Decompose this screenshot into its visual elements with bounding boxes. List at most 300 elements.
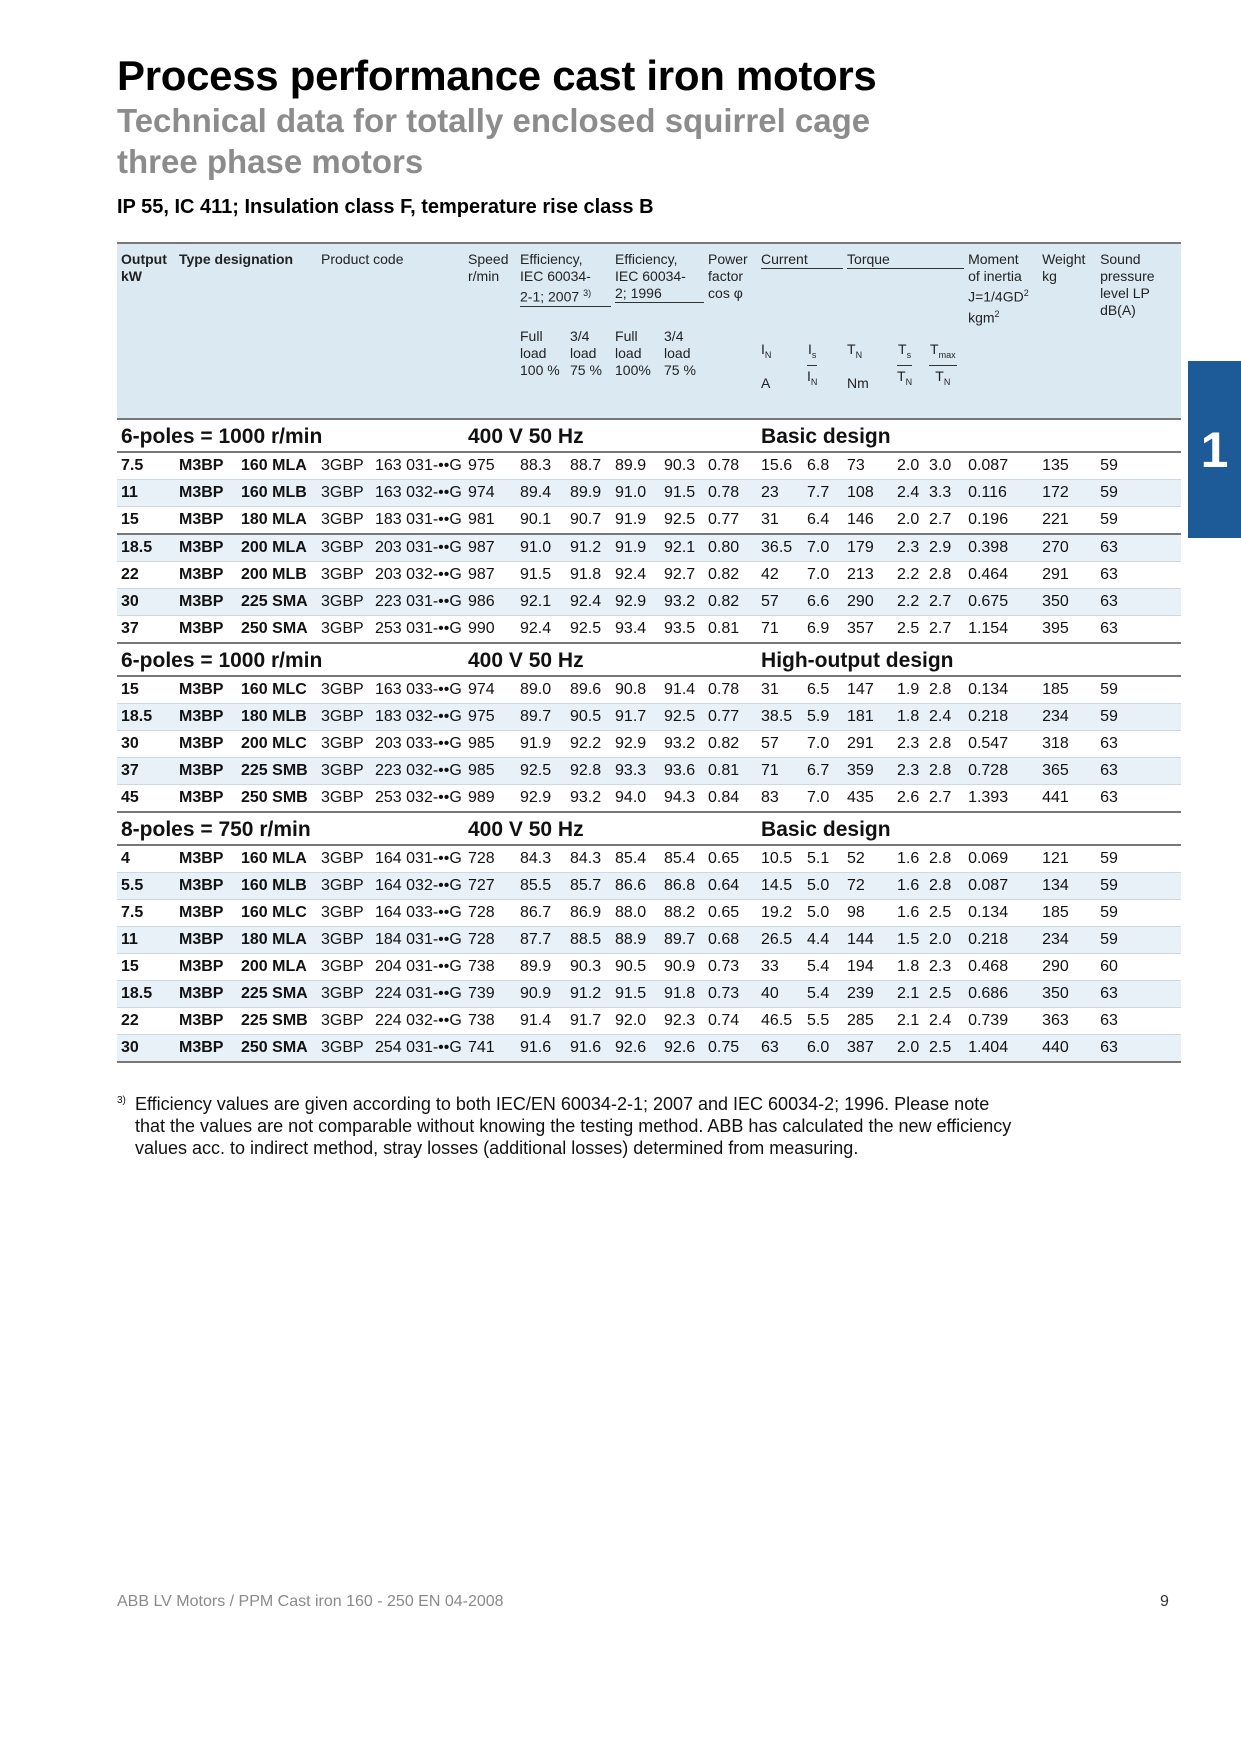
- table-cell: 19.2: [757, 900, 803, 927]
- table-cell: 0.82: [704, 562, 757, 589]
- table-cell: 63: [1096, 731, 1181, 758]
- table-cell: 0.087: [964, 452, 1038, 480]
- table-cell: 7.7: [803, 480, 843, 507]
- table-cell: 92.2: [566, 731, 611, 758]
- table-cell: 92.4: [566, 589, 611, 616]
- section-header-row: [117, 643, 1181, 676]
- table-cell: 84.3: [566, 845, 611, 873]
- table-cell: 90.3: [660, 452, 704, 480]
- table-cell: 134: [1038, 873, 1096, 900]
- table-cell: 91.2: [566, 981, 611, 1008]
- table-row: [117, 954, 1181, 981]
- table-cell: 3GBP: [317, 452, 371, 480]
- table-cell: 253 031-••G: [371, 616, 464, 644]
- table-cell: 3GBP: [317, 981, 371, 1008]
- table-cell: 974: [464, 676, 516, 704]
- table-cell: 250 SMA: [237, 616, 317, 644]
- table-cell: 91.7: [566, 1008, 611, 1035]
- table-cell: 2.3: [893, 731, 925, 758]
- table-row: [117, 507, 1181, 535]
- table-cell: 5.0: [803, 873, 843, 900]
- table-cell: 91.8: [660, 981, 704, 1008]
- header-eff2-three-quarter-load: 3/4 load 75 %: [660, 328, 704, 419]
- table-cell: 728: [464, 845, 516, 873]
- table-cell: 0.78: [704, 676, 757, 704]
- table-cell: 88.0: [611, 900, 660, 927]
- table-cell: 92.9: [516, 785, 566, 813]
- table-cell: 59: [1096, 452, 1181, 480]
- table-subheader-row: [117, 328, 1181, 419]
- header-speed: Speed r/min: [464, 243, 516, 328]
- table-cell: 63: [1096, 981, 1181, 1008]
- table-cell: 89.9: [516, 954, 566, 981]
- table-cell: 975: [464, 704, 516, 731]
- table-cell: 2.5: [925, 1035, 964, 1063]
- table-cell: 93.6: [660, 758, 704, 785]
- header-eff2-full-load: Full load 100%: [611, 328, 660, 419]
- table-cell: 200 MLB: [237, 562, 317, 589]
- table-cell: 59: [1096, 873, 1181, 900]
- table-cell: 0.81: [704, 616, 757, 644]
- table-cell: 0.77: [704, 507, 757, 535]
- table-cell: 989: [464, 785, 516, 813]
- table-cell: 738: [464, 1008, 516, 1035]
- table-cell: 2.2: [893, 589, 925, 616]
- table-cell: 91.4: [660, 676, 704, 704]
- table-cell: 6.5: [803, 676, 843, 704]
- table-cell: 359: [843, 758, 893, 785]
- table-cell: 2.6: [893, 785, 925, 813]
- table-cell: 2.8: [925, 758, 964, 785]
- table-cell: 3GBP: [317, 873, 371, 900]
- table-cell: 91.9: [611, 507, 660, 535]
- header-efficiency-2007: Efficiency, IEC 60034- 2-1; 2007 $^{3)}$: [516, 243, 611, 328]
- header-torque: Torque: [843, 243, 964, 328]
- table-cell: 30: [117, 589, 175, 616]
- table-cell: 63: [1096, 1035, 1181, 1063]
- header-sound-pressure: Sound pressure level LP dB(A): [1096, 243, 1181, 328]
- table-row: [117, 758, 1181, 785]
- table-cell: 3GBP: [317, 845, 371, 873]
- table-cell: 395: [1038, 616, 1096, 644]
- table-cell: 88.3: [516, 452, 566, 480]
- table-cell: 90.1: [516, 507, 566, 535]
- table-cell: 91.6: [516, 1035, 566, 1063]
- table-cell: 0.78: [704, 452, 757, 480]
- table-cell: 92.5: [660, 507, 704, 535]
- table-cell: M3BP: [175, 900, 237, 927]
- table-cell: 160 MLA: [237, 845, 317, 873]
- table-cell: 183 031-••G: [371, 507, 464, 535]
- table-cell: 146: [843, 507, 893, 535]
- table-cell: 974: [464, 480, 516, 507]
- header-product-code: Product code: [317, 243, 464, 328]
- table-cell: 59: [1096, 704, 1181, 731]
- table-cell: 92.3: [660, 1008, 704, 1035]
- table-cell: 223 031-••G: [371, 589, 464, 616]
- table-cell: 225 SMB: [237, 1008, 317, 1035]
- table-cell: 234: [1038, 927, 1096, 954]
- table-cell: 71: [757, 616, 803, 644]
- table-cell: 6.0: [803, 1035, 843, 1063]
- header-power-factor: Power factor cos φ: [704, 243, 757, 328]
- table-cell: 89.7: [660, 927, 704, 954]
- table-cell: 91.7: [611, 704, 660, 731]
- table-cell: 87.7: [516, 927, 566, 954]
- table-cell: 1.393: [964, 785, 1038, 813]
- table-cell: 0.134: [964, 676, 1038, 704]
- table-cell: 0.65: [704, 900, 757, 927]
- table-cell: 37: [117, 758, 175, 785]
- table-cell: 1.6: [893, 845, 925, 873]
- table-cell: 253 032-••G: [371, 785, 464, 813]
- table-cell: 441: [1038, 785, 1096, 813]
- page-subtitle: Technical data for totally enclosed squirrel cage three phase motors: [117, 102, 871, 180]
- table-cell: 11: [117, 480, 175, 507]
- table-cell: M3BP: [175, 589, 237, 616]
- table-cell: 0.218: [964, 927, 1038, 954]
- table-cell: 224 031-••G: [371, 981, 464, 1008]
- table-cell: 179: [843, 534, 893, 562]
- section-design: Basic design: [757, 812, 1181, 845]
- table-cell: 160 MLA: [237, 452, 317, 480]
- table-cell: 3GBP: [317, 562, 371, 589]
- table-cell: 91.9: [516, 731, 566, 758]
- table-cell: 1.8: [893, 954, 925, 981]
- table-cell: M3BP: [175, 758, 237, 785]
- header-moment-of-inertia: Moment of inertia $J=1/4GD^2$ kgm$^2$: [964, 243, 1038, 328]
- table-cell: 3GBP: [317, 758, 371, 785]
- table-cell: M3BP: [175, 534, 237, 562]
- chapter-tab: 1: [1188, 361, 1241, 538]
- table-cell: 3GBP: [317, 480, 371, 507]
- table-cell: M3BP: [175, 616, 237, 644]
- table-cell: 15: [117, 507, 175, 535]
- table-row: [117, 845, 1181, 873]
- table-cell: 0.087: [964, 873, 1038, 900]
- table-cell: 727: [464, 873, 516, 900]
- table-cell: 2.8: [925, 845, 964, 873]
- table-cell: 91.0: [611, 480, 660, 507]
- table-cell: M3BP: [175, 845, 237, 873]
- table-cell: M3BP: [175, 785, 237, 813]
- table-cell: 2.1: [893, 981, 925, 1008]
- table-row: [117, 676, 1181, 704]
- table-cell: 63: [1096, 562, 1181, 589]
- table-cell: 86.6: [611, 873, 660, 900]
- table-cell: 33: [757, 954, 803, 981]
- table-cell: 3GBP: [317, 676, 371, 704]
- table-cell: 85.4: [611, 845, 660, 873]
- table-cell: 2.2: [893, 562, 925, 589]
- table-cell: 92.4: [611, 562, 660, 589]
- table-cell: 93.2: [660, 731, 704, 758]
- table-cell: 164 033-••G: [371, 900, 464, 927]
- table-cell: 2.0: [893, 1035, 925, 1063]
- table-cell: 88.7: [566, 452, 611, 480]
- table-cell: M3BP: [175, 507, 237, 535]
- page-title: Process performance cast iron motors: [117, 52, 877, 99]
- table-cell: 85.7: [566, 873, 611, 900]
- table-cell: 254 031-••G: [371, 1035, 464, 1063]
- table-cell: 738: [464, 954, 516, 981]
- table-cell: 90.9: [660, 954, 704, 981]
- table-cell: 728: [464, 900, 516, 927]
- table-cell: 270: [1038, 534, 1096, 562]
- table-cell: 18.5: [117, 534, 175, 562]
- table-cell: 92.9: [611, 731, 660, 758]
- table-cell: 30: [117, 1035, 175, 1063]
- table-cell: 57: [757, 589, 803, 616]
- table-cell: M3BP: [175, 731, 237, 758]
- table-cell: 2.4: [925, 1008, 964, 1035]
- table-cell: 3GBP: [317, 954, 371, 981]
- table-cell: 91.6: [566, 1035, 611, 1063]
- table-cell: 3GBP: [317, 616, 371, 644]
- table-cell: 89.4: [516, 480, 566, 507]
- table-row: [117, 704, 1181, 731]
- header-efficiency-1996: Efficiency, IEC 60034- 2; 1996: [611, 243, 704, 328]
- table-cell: 0.547: [964, 731, 1038, 758]
- table-cell: 234: [1038, 704, 1096, 731]
- table-cell: 6.4: [803, 507, 843, 535]
- table-cell: 350: [1038, 589, 1096, 616]
- table-cell: 0.84: [704, 785, 757, 813]
- table-cell: 5.9: [803, 704, 843, 731]
- table-cell: 0.73: [704, 954, 757, 981]
- table-cell: 225 SMA: [237, 981, 317, 1008]
- header-rated-torque: $T_N$ Nm: [843, 328, 893, 419]
- table-cell: 387: [843, 1035, 893, 1063]
- table-cell: 0.196: [964, 507, 1038, 535]
- table-cell: M3BP: [175, 1008, 237, 1035]
- footer-document-title: ABB LV Motors / PPM Cast iron 160 - 250 EN 04-2008: [117, 1593, 504, 1610]
- table-cell: 290: [1038, 954, 1096, 981]
- table-cell: 91.8: [566, 562, 611, 589]
- table-cell: 285: [843, 1008, 893, 1035]
- table-cell: 0.398: [964, 534, 1038, 562]
- table-cell: 741: [464, 1035, 516, 1063]
- table-cell: 160 MLC: [237, 676, 317, 704]
- section-design: High-output design: [757, 643, 1181, 676]
- table-cell: 92.6: [611, 1035, 660, 1063]
- table-cell: 440: [1038, 1035, 1096, 1063]
- table-cell: 92.9: [611, 589, 660, 616]
- table-cell: 203 033-••G: [371, 731, 464, 758]
- table-row: [117, 534, 1181, 562]
- section-voltage: 400 V 50 Hz: [464, 643, 757, 676]
- table-cell: 1.6: [893, 900, 925, 927]
- table-cell: 221: [1038, 507, 1096, 535]
- footnote-text: Efficiency values are given according to both IEC/EN 60034-2-1; 2007 and IEC 60034-2; 1996. Please note that the values are not comparable without knowing the testing method. ABB has calculated the new efficiency values acc. to indirect method, stray losses (additional losses) determined from measuring.: [135, 1094, 1012, 1158]
- table-cell: 728: [464, 927, 516, 954]
- table-cell: 63: [1096, 534, 1181, 562]
- table-cell: 185: [1038, 676, 1096, 704]
- table-cell: 2.4: [925, 704, 964, 731]
- table-cell: 4: [117, 845, 175, 873]
- table-cell: 135: [1038, 452, 1096, 480]
- header-starting-torque-ratio: $\frac{T_s}{T_N}$: [893, 328, 925, 419]
- table-cell: 0.73: [704, 981, 757, 1008]
- table-cell: 42: [757, 562, 803, 589]
- table-cell: 18.5: [117, 704, 175, 731]
- table-cell: 3.3: [925, 480, 964, 507]
- table-cell: 180 MLB: [237, 704, 317, 731]
- table-cell: 92.5: [516, 758, 566, 785]
- section-poles: 6-poles = 1000 r/min: [117, 643, 464, 676]
- table-cell: 1.404: [964, 1035, 1038, 1063]
- table-cell: 0.77: [704, 704, 757, 731]
- table-cell: 91.9: [611, 534, 660, 562]
- table-cell: 2.5: [925, 900, 964, 927]
- table-cell: 213: [843, 562, 893, 589]
- table-cell: 92.1: [660, 534, 704, 562]
- table-cell: 3GBP: [317, 927, 371, 954]
- table-cell: 7.0: [803, 534, 843, 562]
- table-cell: 164 031-••G: [371, 845, 464, 873]
- table-cell: 7.0: [803, 731, 843, 758]
- table-cell: 0.728: [964, 758, 1038, 785]
- table-cell: 71: [757, 758, 803, 785]
- table-cell: 2.1: [893, 1008, 925, 1035]
- table-cell: 90.9: [516, 981, 566, 1008]
- table-cell: 6.6: [803, 589, 843, 616]
- table-cell: 7.5: [117, 900, 175, 927]
- table-cell: 3GBP: [317, 507, 371, 535]
- table-cell: 5.4: [803, 981, 843, 1008]
- table-cell: 59: [1096, 507, 1181, 535]
- table-cell: 40: [757, 981, 803, 1008]
- table-row: [117, 480, 1181, 507]
- table-cell: 92.1: [516, 589, 566, 616]
- table-cell: 93.3: [611, 758, 660, 785]
- table-cell: 63: [1096, 616, 1181, 644]
- table-cell: 94.3: [660, 785, 704, 813]
- table-cell: 63: [1096, 785, 1181, 813]
- table-cell: 2.5: [925, 981, 964, 1008]
- table-cell: 7.0: [803, 785, 843, 813]
- table-cell: 185: [1038, 900, 1096, 927]
- table-cell: 36.5: [757, 534, 803, 562]
- table-cell: 1.8: [893, 704, 925, 731]
- table-cell: 291: [843, 731, 893, 758]
- table-cell: 224 032-••G: [371, 1008, 464, 1035]
- table-cell: 5.4: [803, 954, 843, 981]
- table-cell: 160 MLC: [237, 900, 317, 927]
- table-cell: 63: [757, 1035, 803, 1063]
- table-cell: 160 MLB: [237, 480, 317, 507]
- table-cell: 985: [464, 731, 516, 758]
- table-cell: 4.4: [803, 927, 843, 954]
- table-cell: 93.2: [566, 785, 611, 813]
- table-cell: 2.0: [893, 507, 925, 535]
- table-cell: 0.81: [704, 758, 757, 785]
- table-cell: 5.0: [803, 900, 843, 927]
- table-cell: 225 SMB: [237, 758, 317, 785]
- table-cell: 26.5: [757, 927, 803, 954]
- table-cell: 31: [757, 507, 803, 535]
- table-cell: 121: [1038, 845, 1096, 873]
- table-cell: 0.464: [964, 562, 1038, 589]
- table-cell: 92.7: [660, 562, 704, 589]
- table-cell: 92.0: [611, 1008, 660, 1035]
- table-cell: 3.0: [925, 452, 964, 480]
- header-current: Current: [757, 243, 843, 328]
- table-cell: 63: [1096, 589, 1181, 616]
- table-cell: 11: [117, 927, 175, 954]
- table-cell: 1.5: [893, 927, 925, 954]
- table-cell: 0.116: [964, 480, 1038, 507]
- table-cell: 0.468: [964, 954, 1038, 981]
- table-cell: 83: [757, 785, 803, 813]
- table-cell: 91.5: [611, 981, 660, 1008]
- header-weight: Weight kg: [1038, 243, 1096, 328]
- table-cell: 59: [1096, 900, 1181, 927]
- table-cell: 163 033-••G: [371, 676, 464, 704]
- table-cell: 63: [1096, 758, 1181, 785]
- table-cell: 3GBP: [317, 900, 371, 927]
- table-cell: 89.7: [516, 704, 566, 731]
- table-cell: 365: [1038, 758, 1096, 785]
- table-cell: 91.5: [660, 480, 704, 507]
- table-cell: 92.5: [566, 616, 611, 644]
- table-cell: 194: [843, 954, 893, 981]
- table-cell: 3GBP: [317, 1035, 371, 1063]
- table-cell: 163 032-••G: [371, 480, 464, 507]
- table-cell: 0.65: [704, 845, 757, 873]
- table-cell: 200 MLA: [237, 534, 317, 562]
- table-cell: 0.82: [704, 589, 757, 616]
- table-cell: 92.8: [566, 758, 611, 785]
- table-cell: 89.9: [611, 452, 660, 480]
- table-cell: 147: [843, 676, 893, 704]
- table-cell: 5.1: [803, 845, 843, 873]
- table-cell: 92.5: [660, 704, 704, 731]
- table-cell: 91.2: [566, 534, 611, 562]
- header-starting-current-ratio: $\frac{I_s}{I_N}$: [803, 328, 843, 419]
- table-cell: M3BP: [175, 676, 237, 704]
- table-cell: 59: [1096, 676, 1181, 704]
- table-cell: 59: [1096, 927, 1181, 954]
- table-cell: 94.0: [611, 785, 660, 813]
- table-cell: 2.9: [925, 534, 964, 562]
- table-cell: 435: [843, 785, 893, 813]
- table-cell: 990: [464, 616, 516, 644]
- table-header-row: [117, 243, 1181, 328]
- table-cell: 0.218: [964, 704, 1038, 731]
- table-cell: 1.9: [893, 676, 925, 704]
- table-cell: 63: [1096, 1008, 1181, 1035]
- table-row: [117, 452, 1181, 480]
- table-cell: 88.9: [611, 927, 660, 954]
- table-cell: 0.78: [704, 480, 757, 507]
- table-cell: 2.7: [925, 507, 964, 535]
- section-poles: 6-poles = 1000 r/min: [117, 419, 464, 452]
- table-cell: 2.8: [925, 873, 964, 900]
- table-cell: 2.0: [893, 452, 925, 480]
- table-row: [117, 785, 1181, 813]
- table-cell: 15.6: [757, 452, 803, 480]
- table-cell: M3BP: [175, 954, 237, 981]
- table-cell: 144: [843, 927, 893, 954]
- table-cell: 357: [843, 616, 893, 644]
- section-header-row: [117, 812, 1181, 845]
- table-cell: 52: [843, 845, 893, 873]
- table-cell: 6.8: [803, 452, 843, 480]
- table-cell: 2.7: [925, 616, 964, 644]
- table-cell: 86.7: [516, 900, 566, 927]
- table-cell: 72: [843, 873, 893, 900]
